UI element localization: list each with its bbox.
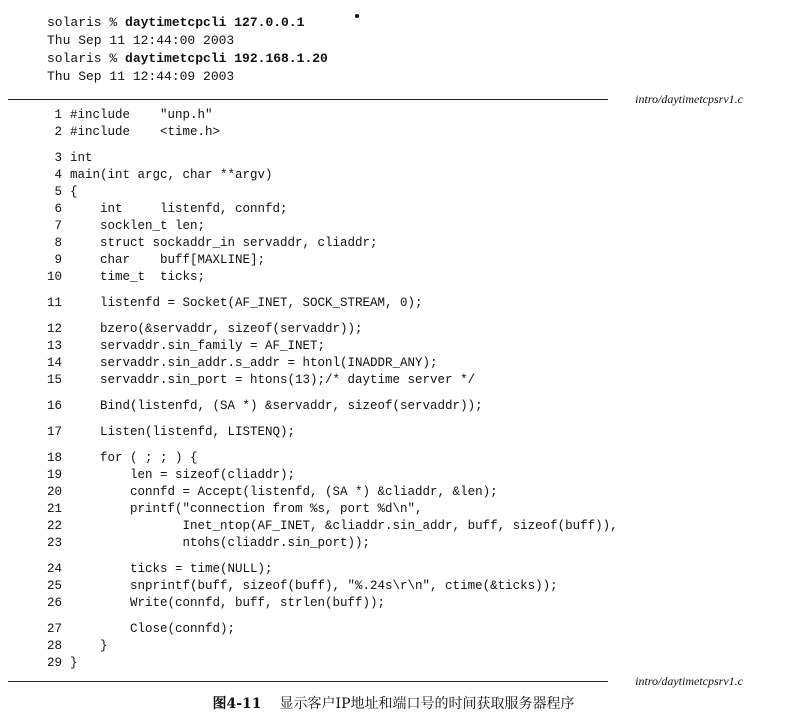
code-line bbox=[0, 467, 760, 484]
code-line bbox=[0, 595, 760, 612]
code-line bbox=[0, 295, 760, 312]
code-text: } bbox=[70, 656, 78, 670]
line-number: 22 bbox=[46, 519, 62, 533]
code-line bbox=[0, 638, 760, 655]
code-text: listenfd = Socket(AF_INET, SOCK_STREAM, 0); bbox=[70, 296, 423, 310]
code-text: printf("connection from %s, port %d\n", bbox=[70, 502, 423, 516]
file-label-bottom: intro/daytimetcpsrv1.c bbox=[631, 674, 743, 689]
top-rule bbox=[8, 99, 608, 100]
code-text: Write(connfd, buff, strlen(buff)); bbox=[70, 596, 386, 610]
code-text: int listenfd, connfd; bbox=[70, 202, 288, 216]
line-number: 17 bbox=[46, 425, 62, 439]
code-text: bzero(&servaddr, sizeof(servaddr)); bbox=[70, 322, 363, 336]
code-line bbox=[0, 450, 760, 467]
line-number: 3 bbox=[54, 151, 62, 165]
code-text: for ( ; ; ) { bbox=[70, 451, 198, 465]
code-line bbox=[0, 269, 760, 286]
code-line bbox=[0, 535, 760, 552]
file-label-top: intro/daytimetcpsrv1.c bbox=[631, 92, 743, 107]
code-line bbox=[0, 201, 760, 218]
code-line bbox=[0, 372, 760, 389]
code-line bbox=[0, 484, 760, 501]
code-text: len = sizeof(cliaddr); bbox=[70, 468, 296, 482]
code-text: Listen(listenfd, LISTENQ); bbox=[70, 425, 296, 439]
code-line bbox=[0, 107, 760, 124]
code-line bbox=[0, 252, 760, 269]
terminal-session bbox=[47, 14, 328, 86]
code-text: Bind(listenfd, (SA *) &servaddr, sizeof(servaddr)); bbox=[70, 399, 483, 413]
code-line bbox=[0, 501, 760, 518]
code-line bbox=[0, 235, 760, 252]
code-text: time_t ticks; bbox=[70, 270, 206, 284]
code-text: connfd = Accept(listenfd, (SA *) &cliaddr, &len); bbox=[70, 485, 498, 499]
code-text: int bbox=[70, 151, 93, 165]
code-text: Inet_ntop(AF_INET, &cliaddr.sin_addr, buff, sizeof(buff)), bbox=[70, 519, 618, 533]
line-number: 2 bbox=[54, 125, 62, 139]
code-text: #include "unp.h" bbox=[70, 108, 213, 122]
line-number: 23 bbox=[46, 536, 62, 550]
code-line bbox=[0, 150, 760, 167]
code-text: { bbox=[70, 185, 78, 199]
line-number: 10 bbox=[46, 270, 62, 284]
line-number: 25 bbox=[46, 579, 62, 593]
line-number: 14 bbox=[46, 356, 62, 370]
code-line bbox=[0, 321, 760, 338]
code-line bbox=[0, 355, 760, 372]
code-text: #include <time.h> bbox=[70, 125, 221, 139]
line-number: 8 bbox=[54, 236, 62, 250]
code-line bbox=[0, 578, 760, 595]
line-number: 4 bbox=[54, 168, 62, 182]
line-number: 21 bbox=[46, 502, 62, 516]
code-text: socklen_t len; bbox=[70, 219, 206, 233]
figure-number: 图4-11 bbox=[212, 696, 262, 712]
line-number: 29 bbox=[46, 656, 62, 670]
code-text: main(int argc, char **argv) bbox=[70, 168, 273, 182]
code-text: ntohs(cliaddr.sin_port)); bbox=[70, 536, 371, 550]
line-number: 11 bbox=[46, 296, 62, 310]
code-line bbox=[0, 338, 760, 355]
terminal-output-line: Thu Sep 11 12:44:09 2003 bbox=[47, 69, 235, 84]
bottom-rule bbox=[8, 681, 608, 682]
code-text: Close(connfd); bbox=[70, 622, 236, 636]
code-text: servaddr.sin_addr.s_addr = htonl(INADDR_ANY); bbox=[70, 356, 438, 370]
code-text: struct sockaddr_in servaddr, cliaddr; bbox=[70, 236, 378, 250]
code-text: snprintf(buff, sizeof(buff), "%.24s\r\n", ctime(&ticks)); bbox=[70, 579, 558, 593]
code-text: servaddr.sin_family = AF_INET; bbox=[70, 339, 326, 353]
line-number: 15 bbox=[46, 373, 62, 387]
line-number: 9 bbox=[54, 253, 62, 267]
print-speck bbox=[355, 14, 359, 18]
code-text: } bbox=[70, 639, 108, 653]
code-text: char buff[MAXLINE]; bbox=[70, 253, 266, 267]
code-line bbox=[0, 424, 760, 441]
code-line bbox=[0, 398, 760, 415]
terminal-output-line: Thu Sep 11 12:44:00 2003 bbox=[47, 33, 235, 48]
line-number: 16 bbox=[46, 399, 62, 413]
line-number: 18 bbox=[46, 451, 62, 465]
line-number: 19 bbox=[46, 468, 62, 482]
line-number: 5 bbox=[54, 185, 62, 199]
code-line bbox=[0, 518, 760, 535]
terminal-command-line: solaris % daytimetcpcli 127.0.0.1 bbox=[47, 15, 305, 30]
code-text: servaddr.sin_port = htons(13);/* daytime server */ bbox=[70, 373, 476, 387]
code-line bbox=[0, 124, 760, 141]
line-number: 26 bbox=[46, 596, 62, 610]
figure-title: 显示客户IP地址和端口号的时间获取服务器程序 bbox=[279, 696, 575, 712]
line-number: 1 bbox=[54, 108, 62, 122]
line-number: 24 bbox=[46, 562, 62, 576]
code-line bbox=[0, 561, 760, 578]
figure-caption bbox=[0, 693, 787, 713]
line-number: 13 bbox=[46, 339, 62, 353]
code-line bbox=[0, 655, 760, 672]
line-number: 28 bbox=[46, 639, 62, 653]
code-text: ticks = time(NULL); bbox=[70, 562, 273, 576]
line-number: 20 bbox=[46, 485, 62, 499]
code-line bbox=[0, 184, 760, 201]
line-number: 27 bbox=[46, 622, 62, 636]
line-number: 12 bbox=[46, 322, 62, 336]
line-number: 6 bbox=[54, 202, 62, 216]
line-number: 7 bbox=[54, 219, 62, 233]
code-line bbox=[0, 621, 760, 638]
code-line bbox=[0, 167, 760, 184]
code-line bbox=[0, 218, 760, 235]
terminal-command-line: solaris % daytimetcpcli 192.168.1.20 bbox=[47, 51, 328, 66]
